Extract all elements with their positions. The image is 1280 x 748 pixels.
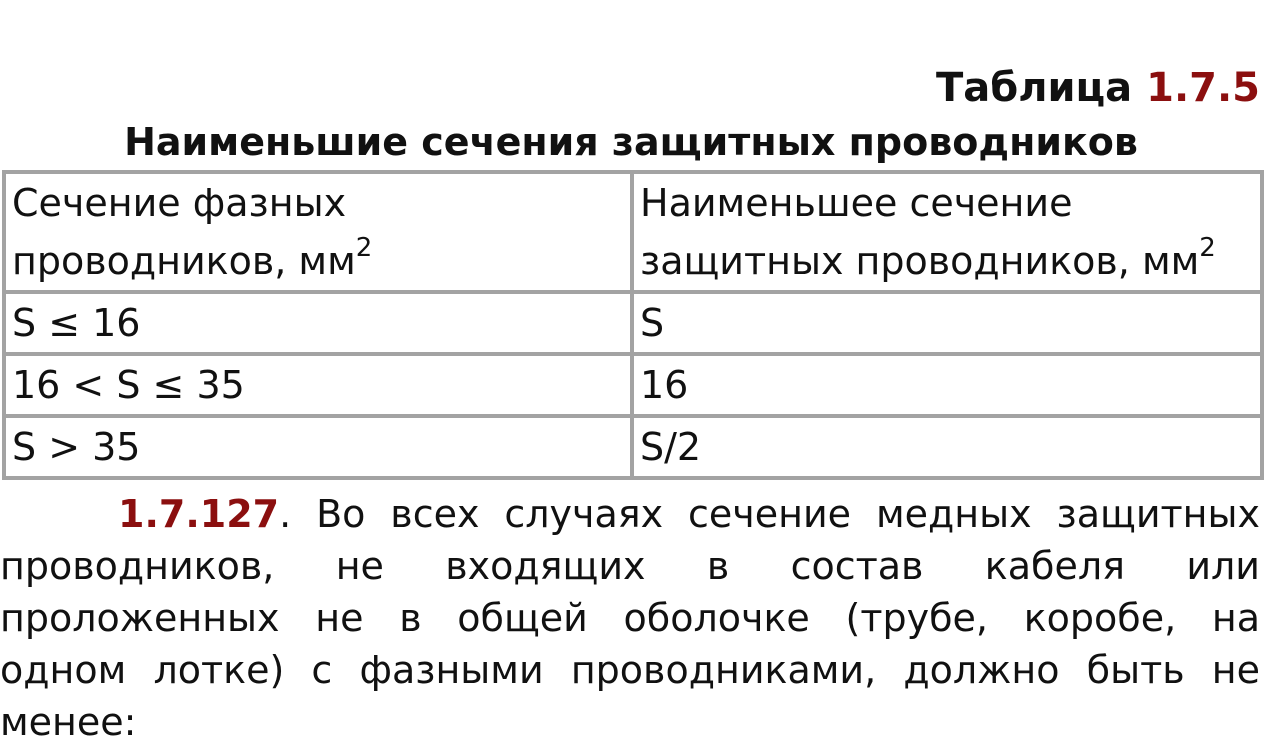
body-paragraph bbox=[0, 488, 1260, 748]
table-row bbox=[4, 416, 1262, 478]
superscript: 2 bbox=[1199, 233, 1216, 263]
table-row bbox=[4, 354, 1262, 416]
table-header-row bbox=[4, 172, 1262, 292]
header-protective-conductor-text: Наименьшее сечение защитных проводников, мм bbox=[640, 181, 1200, 283]
paragraph-line: проводников, не входящих в состав кабеля или bbox=[0, 544, 1260, 588]
table-number: 1.7.5 bbox=[1146, 65, 1260, 111]
table-cell: 16 bbox=[632, 354, 1262, 416]
conductor-section-table bbox=[2, 170, 1264, 480]
table-caption bbox=[936, 64, 1260, 112]
table-header-cell bbox=[632, 172, 1262, 292]
paragraph-line: проложенных не в общей оболочке (трубе, коробе, на bbox=[0, 596, 1260, 640]
superscript: 2 bbox=[355, 233, 373, 263]
paragraph-number: 1.7.127 bbox=[118, 492, 280, 536]
paragraph-line bbox=[0, 488, 1260, 540]
table-cell: 16 < S ≤ 35 bbox=[4, 354, 632, 416]
paragraph-line: одном лотке) с фазными проводниками, должно быть не bbox=[0, 648, 1260, 692]
paragraph-text: . Во всех случаях сечение медных защитных bbox=[279, 492, 1260, 536]
table-cell: S ≤ 16 bbox=[4, 292, 632, 354]
table-title: Наименьшие сечения защитных проводников bbox=[124, 120, 1138, 164]
table-row bbox=[4, 292, 1262, 354]
paragraph-line: менее: bbox=[0, 700, 137, 744]
table-cell: S/2 bbox=[632, 416, 1262, 478]
table-cell: S > 35 bbox=[4, 416, 632, 478]
table-header-cell bbox=[4, 172, 632, 292]
table-caption-prefix: Таблица bbox=[936, 65, 1147, 111]
table-cell: S bbox=[632, 292, 1262, 354]
header-phase-conductor-text: Сечение фазных проводников, мм bbox=[12, 181, 356, 283]
